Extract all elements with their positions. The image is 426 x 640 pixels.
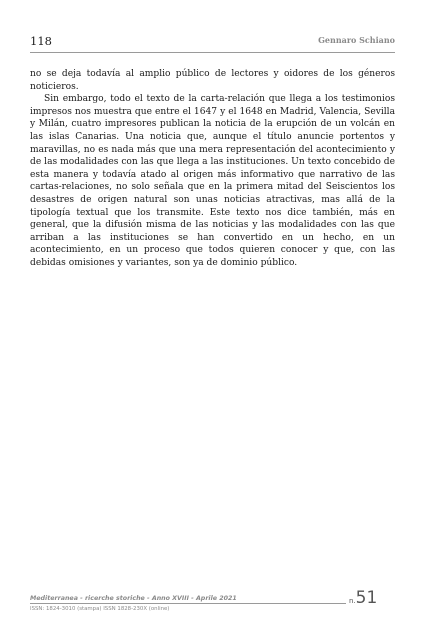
running-head-author: Gennaro Schiano: [318, 35, 395, 45]
issn-line: ISSN: 1824-3010 (stampa) ISSN 1828-230X (online): [30, 606, 170, 612]
body-text: [30, 68, 395, 270]
paragraph-continued: no se deja todavía al amplio público de lectores y oidores de los géneros noticieros.: [30, 69, 395, 92]
footer-divider: [30, 603, 346, 604]
journal-citation: Mediterranea - ricerche storiche - Anno XVIII - Aprile 2021: [30, 595, 237, 602]
paragraph: Sin embargo, todo el texto de la carta-relación que llega a los testimonios impresos nos muestra que entre el 1647 y el 1648 en Madrid, Valencia, Sevilla y Milán, cuatro impresores publican la noticia de la erupción de un volcán en las islas Canarias. Una noticia que, aunque el título anuncie portentos y maravillas, no es nada más que una mera representación del acontecimiento y de las modalidades con las que llega a las instituciones. Un texto concebido de esta manera y todavía atado al origen más informativo que narrativo de las cartas-relaciones, no solo señala que en la primera mitad del Seiscientos los desastres de origen natural son unas noticias atractivas, mas allá de la tipología textual que los transmite. Este texto nos dice también, más en general, que la difusión misma de las noticias y las modalidades con las que arriban a las instituciones se han convertido en un hecho, en un acontecimiento, en un proceso que todos quieren conocer y que, con las debidas omisiones y variantes, son ya de dominio público.: [30, 94, 395, 268]
header-divider: [30, 52, 395, 53]
issue-prefix: n.: [349, 597, 356, 605]
page-number: 118: [30, 34, 52, 48]
issue-value: 51: [355, 588, 378, 608]
issue-number: [349, 588, 395, 612]
page-header: [30, 34, 395, 52]
